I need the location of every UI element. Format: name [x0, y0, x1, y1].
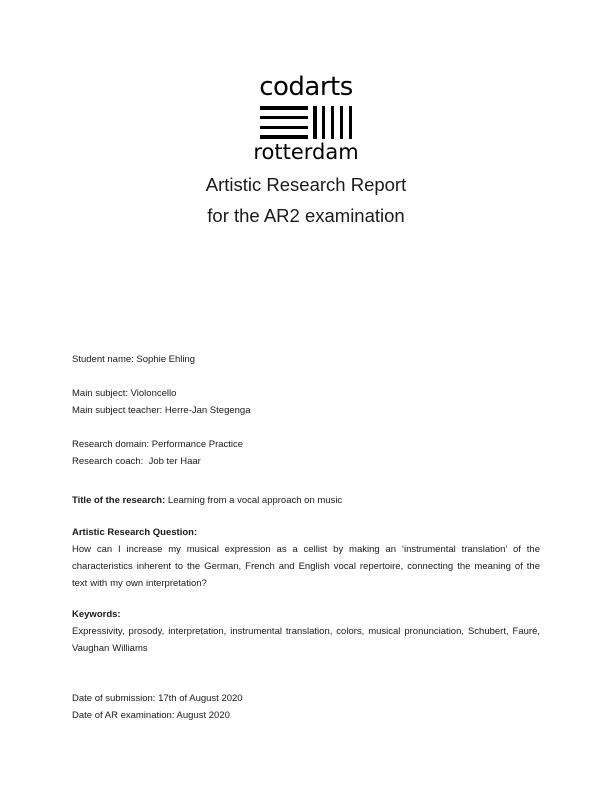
dates-section: [72, 690, 540, 724]
artistic-research-question-section: [72, 524, 540, 592]
research-coach-line: Research coach: Job ter Haar: [72, 456, 201, 467]
research-question-text: How can I increase my musical expression as a cellist by making an ‘instrumental translation’ of the characteristics inherent to the German, French and English vocal repertoire, connecting the meaning of the text with my own interpretation?: [72, 544, 540, 589]
codarts-logo-symbol: [260, 106, 352, 139]
research-title-line: [72, 492, 540, 509]
student-name-line: Student name: Sophie Ehling: [72, 354, 196, 365]
keywords-label: Keywords:: [72, 609, 121, 620]
research-domain-line: Research domain: Performance Practice: [72, 439, 244, 450]
research-title-section: [72, 492, 540, 509]
research-title-label: Title of the research:: [72, 495, 166, 506]
staff-lines-icon: [260, 106, 308, 139]
report-title: [0, 169, 612, 231]
keywords-text: Expressivity, prosody, interpretation, instrumental translation, colors, musical pronunciation, Schubert, Fauré, Vaughan Williams: [72, 626, 540, 654]
research-question-label: Artistic Research Question:: [72, 527, 198, 538]
date-of-ar-examination-line: Date of AR examination: August 2020: [72, 710, 230, 721]
report-title-line2: for the AR2 examination: [207, 205, 405, 226]
report-title-line1: Artistic Research Report: [205, 174, 407, 195]
keywords-section: [72, 606, 540, 657]
codarts-wordmark: codarts: [259, 72, 353, 102]
date-of-submission-line: Date of submission: 17th of August 2020: [72, 693, 243, 704]
main-subject-line: Main subject: Violoncello: [72, 388, 177, 399]
research-title-value: Learning from a vocal approach on music: [165, 495, 343, 506]
student-info-section: [72, 351, 540, 470]
main-subject-teacher-line: Main subject teacher: Herre-Jan Stegenga: [72, 405, 251, 416]
string-lines-icon: [313, 106, 352, 139]
rotterdam-wordmark: rotterdam: [253, 140, 359, 164]
codarts-logo: [0, 74, 612, 163]
